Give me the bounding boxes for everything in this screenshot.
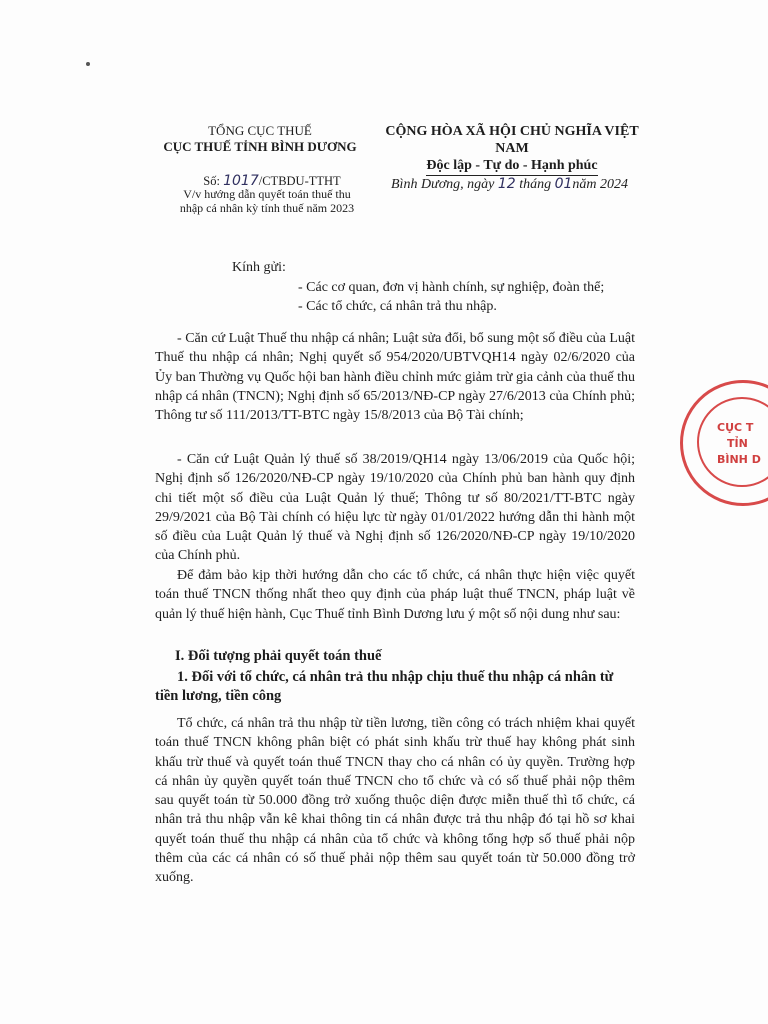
recipient-2: - Các tổ chức, cá nhân trả thu nhập. <box>298 299 497 314</box>
doc-no-handwritten: 1017 <box>223 173 259 189</box>
agency-parent: TỔNG CỤC THUẾ <box>208 123 312 138</box>
stamp-text-3: BÌNH D <box>717 453 761 466</box>
agency-name: CỤC THUẾ TỈNH BÌNH DƯƠNG <box>163 139 357 154</box>
stamp-text-1: CỤC T <box>717 421 754 434</box>
legal-basis-2: - Căn cứ Luật Quản lý thuế số 38/2019/QH14 ngày 13/06/2019 của Quốc hội; Nghị định số 126/2020/NĐ-CP ngày 19/10/2020 của Chính phủ ban hành quy định chi tiết một số điều của Luật Quản lý thuế; Thông tư số 80/2021/TT-BTC ngày 29/9/2021 của Bộ Tài chính có hiệu lực từ ngày 01/01/2022 hướng dẫn thi hành một số điều của Luật Quản lý thuế và Nghị định số 126/2020/NĐ-CP ngày 19/10/2020 của Chính phủ. <box>155 452 635 564</box>
national-title <box>382 123 642 176</box>
document-subject: V/v hướng dẫn quyết toán thuế thu nhập cá nhân kỳ tính thuế năm 2023 <box>179 187 355 215</box>
scan-speck <box>86 62 90 66</box>
date-month-label: tháng <box>519 177 552 192</box>
body-paragraph: Tổ chức, cá nhân trả thu nhập từ tiền lương, tiền công có trách nhiệm khai quyết toán thuế TNCN không phân biệt có phát sinh khấu trừ thuế hay không phát sinh khấu trừ thuế và quyết toán thuế TNCN thay cho cá nhân có ủy quyền. Trường hợp cá nhân ủy quyền quyết toán thuế TNCN cho tổ chức và có số thuế phải nộp thêm sau quyết toán từ 50.000 đồng trở xuống thuộc diện được miễn thuế thì tổ chức, cá nhân trả thu nhập vẫn kê khai thông tin cá nhân được trả thu nhập đó tại hồ sơ khai quyết toán thuế thu nhập cá nhân của tổ chức và không tổng hợp số thuế phải nộp thêm của các cá nhân có số thuế phải nộp thêm sau quyết toán từ 50.000 đồng trở xuống. <box>155 716 635 886</box>
motto: Độc lập - Tự do - Hạnh phúc <box>426 157 597 176</box>
date-day: 12 <box>497 176 516 192</box>
doc-no-prefix: Số: <box>203 174 220 188</box>
legal-basis-1: - Căn cứ Luật Thuế thu nhập cá nhân; Luật sửa đổi, bổ sung một số điều của Luật Thuế thu nhập cá nhân; Nghị quyết số 954/2020/UBTVQH14 ngày 02/6/2020 của Ủy ban Thường vụ Quốc hội ban hành điều chỉnh mức giảm trừ gia cảnh của thuế thu nhập cá nhân (TNCN); Nghị định số 65/2013/NĐ-CP ngày 27/6/2013 của Chính phủ; Thông tư số 111/2013/TT-BTC ngày 15/8/2013 của Bộ Tài chính; <box>155 331 635 424</box>
document-number <box>172 174 372 188</box>
greeting: Kính gửi: <box>232 260 286 275</box>
date-line <box>391 176 651 193</box>
nation-name: CỘNG HÒA XÃ HỘI CHỦ NGHĨA VIỆT NAM <box>385 124 639 156</box>
recipient-1: - Các cơ quan, đơn vị hành chính, sự nghiệp, đoàn thể; <box>298 280 605 295</box>
date-month: 01 <box>554 176 573 192</box>
intro-paragraph: Để đảm bảo kịp thời hướng dẫn cho các tổ chức, cá nhân thực hiện việc quyết toán thuế TNCN thống nhất theo quy định của pháp luật thuế TNCN, pháp luật về quản lý thuế hiện hành, Cục Thuế tỉnh Bình Dương lưu ý một số nội dung như sau: <box>155 568 635 622</box>
issuing-agency <box>150 123 370 155</box>
section-heading: I. Đối tượng phải quyết toán thuế <box>175 648 382 664</box>
date-year: năm 2024 <box>572 177 629 192</box>
red-seal-stamp <box>680 380 768 506</box>
stamp-text-2: TỈN <box>727 437 748 450</box>
subsection-heading: 1. Đối với tổ chức, cá nhân trả thu nhập chịu thuế thu nhập cá nhân từ tiền lương, tiền công <box>155 669 614 704</box>
date-place: Bình Dương, ngày <box>391 177 495 192</box>
doc-no-suffix: /CTBDU-TTHT <box>258 174 341 188</box>
